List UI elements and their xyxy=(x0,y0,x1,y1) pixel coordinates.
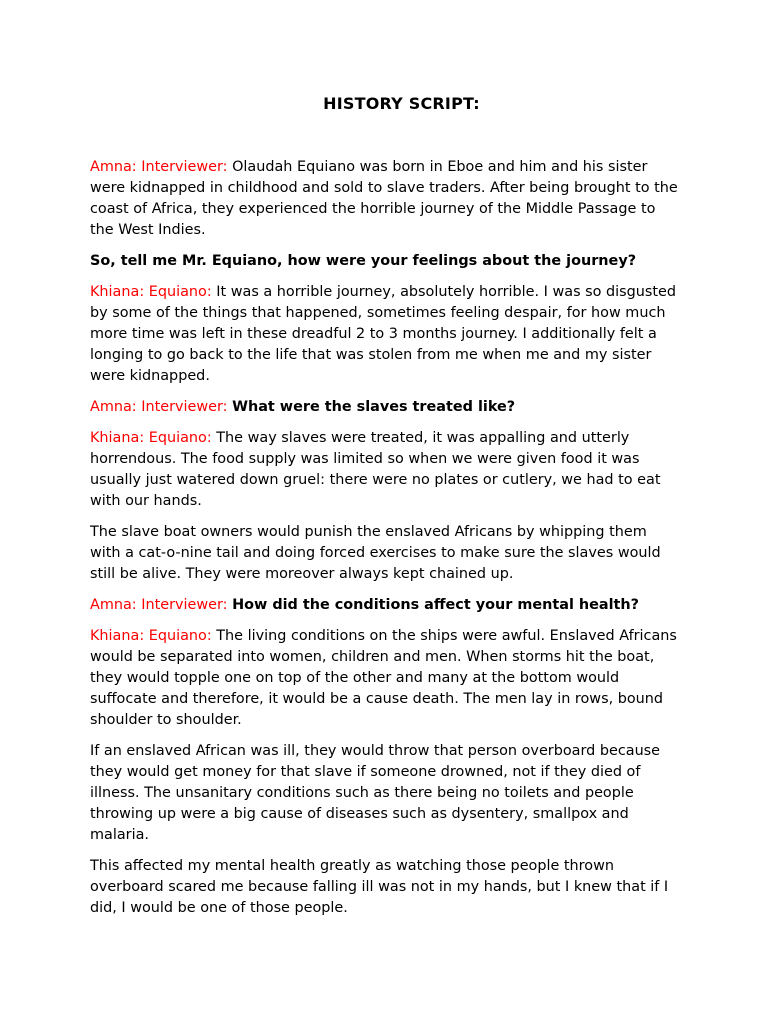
paragraph-text: How did the conditions affect your mental health? xyxy=(232,597,640,613)
paragraph-intro xyxy=(90,157,680,241)
question-mental-health xyxy=(90,595,680,616)
speaker-label-equiano: Khiana: Equiano: xyxy=(90,284,212,300)
paragraph-text: What were the slaves treated like? xyxy=(232,399,516,415)
speaker-label-equiano: Khiana: Equiano: xyxy=(90,430,212,446)
paragraph-text: The way slaves were treated, it was appalling and utterly horrendous. The food supply was limited so when we were given food it was usually just watered down gruel: there were no plates or cutlery, we had to eat with our hands. xyxy=(90,430,661,509)
question-feelings xyxy=(90,251,680,272)
paragraph-text: This affected my mental health greatly as watching those people thrown overboard scared me because falling ill was not in my hands, but I knew that if I did, I would be one of those people. xyxy=(90,858,669,916)
answer-treatment xyxy=(90,428,680,512)
speaker-label-equiano: Khiana: Equiano: xyxy=(90,628,212,644)
paragraph-text: It was a horrible journey, absolutely horrible. I was so disgusted by some of the things that happened, sometimes feeling despair, for how much more time was left in these dreadful 2 to 3 months journey. I additionally felt a longing to go back to the life that was stolen from me when me and my sister were kidnapped. xyxy=(90,284,677,384)
answer-punishment xyxy=(90,522,680,585)
question-treatment xyxy=(90,397,680,418)
paragraph-text: The living conditions on the ships were awful. Enslaved Africans would be separated into women, children and men. When storms hit the boat, they would topple one on top of the other and many at the bottom would suffocate and therefore, it would be a cause death. The men lay in rows, bound shoulder to shoulder. xyxy=(90,628,677,728)
speaker-label-interviewer: Amna: Interviewer: xyxy=(90,399,228,415)
speaker-label-interviewer: Amna: Interviewer: xyxy=(90,597,228,613)
answer-illness xyxy=(90,741,680,846)
answer-conditions xyxy=(90,626,680,731)
speaker-label-interviewer: Amna: Interviewer: xyxy=(90,159,228,175)
script-body xyxy=(90,157,680,929)
paragraph-text: The slave boat owners would punish the enslaved Africans by whipping them with a cat-o-nine tail and doing forced exercises to make sure the slaves would still be alive. They were moreover always kept chained up. xyxy=(90,524,661,582)
paragraph-text: So, tell me Mr. Equiano, how were your feelings about the journey? xyxy=(90,253,637,269)
paragraph-text: Olaudah Equiano was born in Eboe and him and his sister were kidnapped in childhood and sold to slave traders. After being brought to the coast of Africa, they experienced the horrible journey of the Middle Passage to the West Indies. xyxy=(90,159,678,238)
page-title: HISTORY SCRIPT: xyxy=(323,94,480,113)
answer-journey xyxy=(90,282,680,387)
paragraph-text: If an enslaved African was ill, they would throw that person overboard because they would get money for that slave if someone drowned, not if they died of illness. The unsanitary conditions such as there being no toilets and people throwing up were a big cause of diseases such as dysentery, smallpox and malaria. xyxy=(90,743,661,843)
answer-mental-effect xyxy=(90,856,680,919)
